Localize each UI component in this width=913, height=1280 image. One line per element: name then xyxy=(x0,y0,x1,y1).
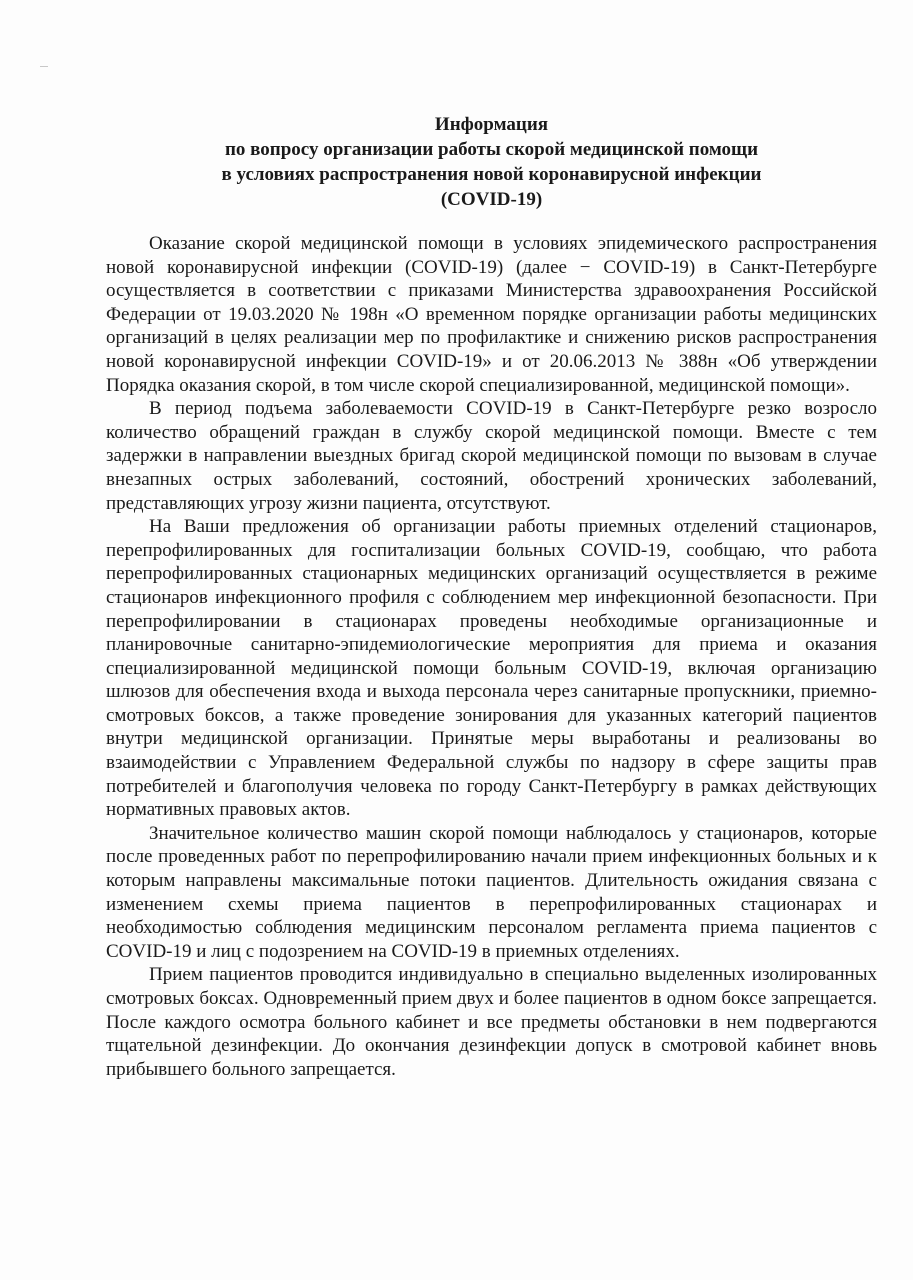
paragraph-4: Значительное количество машин скорой помощи наблюдалось у стационаров, которые после проведенных работ по перепрофилированию начали прием инфекционных больных и к которым направлены максимальные потоки пациентов. Длительность ожидания связана с изменением схемы приема пациентов в перепрофилированных стационарах и необходимостью соблюдения медицинским персоналом регламента приема пациентов с COVID-19 и лиц с подозрением на COVID-19 в приемных отделениях. xyxy=(106,822,877,962)
scan-mark xyxy=(40,66,48,67)
paragraph-5: Прием пациентов проводится индивидуально в специально выделенных изолированных смотровых боксах. Одновременный прием двух и более пациентов в одном боксе запрещается. После каждого осмотра больного кабинет и все предметы обстановки в нем подвергаются тщательной дезинфекции. До окончания дезинфекции допуск в смотровой кабинет вновь прибывшего больного запрещается. xyxy=(106,964,877,1080)
title-line-3: в условиях распространения новой коронавирусной инфекции xyxy=(221,164,762,185)
title-line-2: по вопросу организации работы скорой медицинской помощи xyxy=(224,139,759,160)
paragraph-3: На Ваши предложения об организации работы приемных отделений стационаров, перепрофилированных для госпитализации больных COVID-19, сообщаю, что работа перепрофилированных стационарных медицинских организаций осуществляется в режиме стационаров инфекционного профиля с соблюдением мер инфекционной безопасности. При перепрофилировании в стационарах проведены необходимые организационные и планировочные санитарно-эпидемиологические мероприятия для приема и оказания специализированной медицинской помощи больным COVID-19, включая организацию шлюзов для обеспечения входа и выхода персонала через санитарные пропускники, приемно-смотровых боксов, а также проведение зонирования для указанных категорий пациентов внутри медицинской организации. Принятые меры выработаны и реализованы во взаимодействии с Управлением Федеральной службы по надзору в сфере защиты прав потребителей и благополучия человека по городу Санкт-Петербургу в рамках действующих нормативных правовых актов. xyxy=(106,516,877,821)
document-body xyxy=(106,232,877,1081)
paragraph-2: В период подъема заболеваемости COVID-19 в Санкт-Петербурге резко возросло количество обращений граждан в службу скорой медицинской помощи. Вместе с тем задержки в направлении выездных бригад скорой медицинской помощи по вызовам в случае внезапных острых заболеваний, состояний, обострений хронических заболеваний, представляющих угрозу жизни пациента, отсутствуют. xyxy=(106,398,877,514)
paragraph-1: Оказание скорой медицинской помощи в условиях эпидемического распространения новой коронавирусной инфекции (COVID-19) (далее − COVID-19) в Санкт-Петербурге осуществляется в соответствии с приказами Министерства здравоохранения Российской Федерации от 19.03.2020 № 198н «О временном порядке организации работы медицинских организаций в целях реализации мер по профилактике и снижению рисков распространения новой коронавирусной инфекции COVID-19» и от 20.06.2013 № 388н «Об утверждении Порядка оказания скорой, в том числе скорой специализированной, медицинской помощи». xyxy=(106,233,877,396)
title-line-1: Информация xyxy=(434,114,549,135)
title-line-4: (COVID-19) xyxy=(440,189,543,210)
document-title xyxy=(90,112,893,212)
